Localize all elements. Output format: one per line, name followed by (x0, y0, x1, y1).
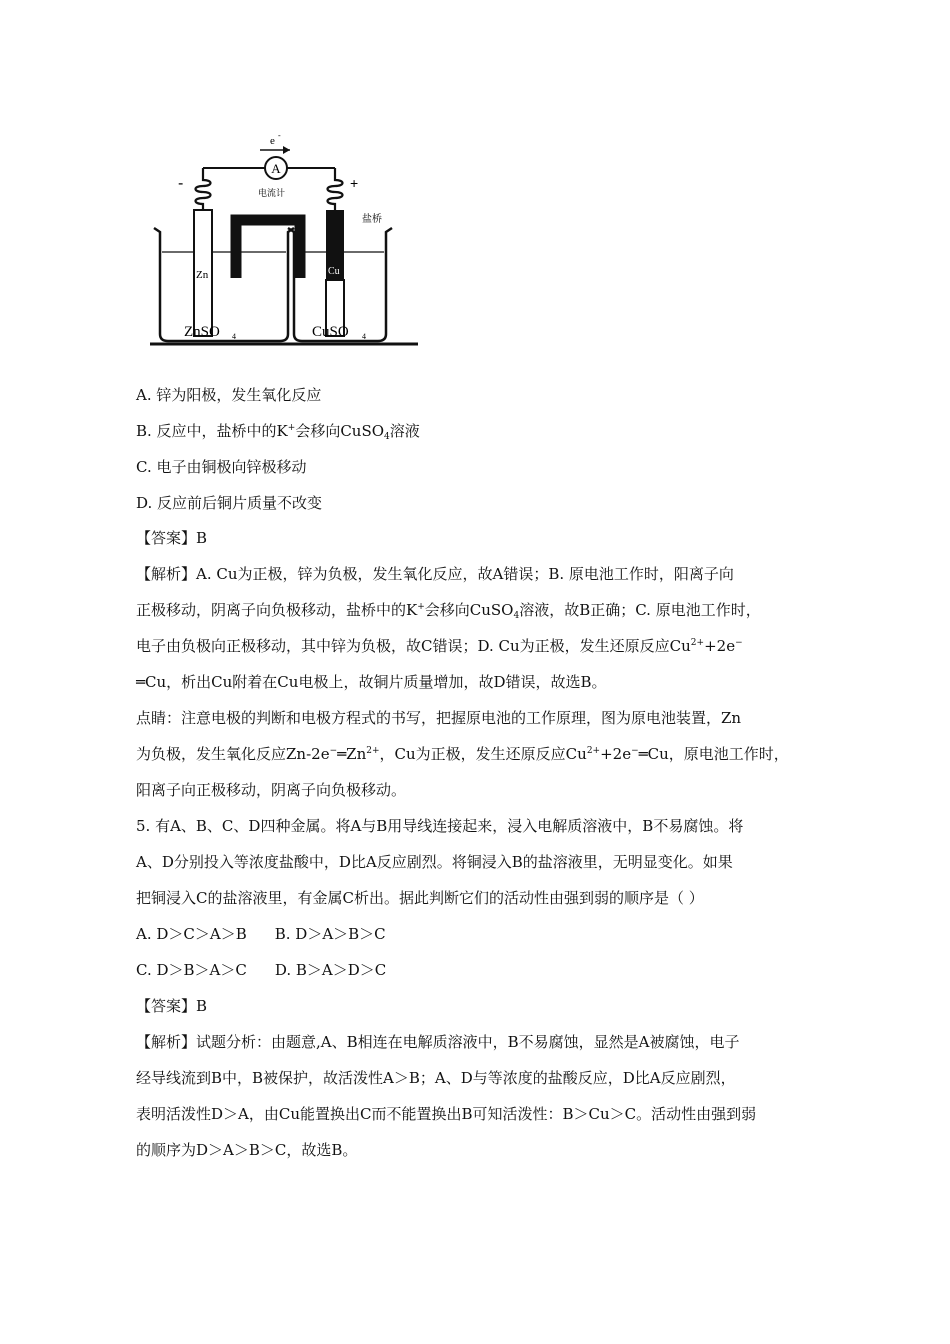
q5-analysis-line2: 经导线流到B中，B被保护，故活泼性A＞B；A、D与等浓度的盐酸反应，D比A反应剧烈， (136, 1069, 736, 1087)
q5-stem-line2: A、D分别投入等浓度盐酸中，D比A反应剧烈。将铜浸入B的盐溶液里，无明显变化。如果 (136, 853, 733, 871)
q4-analysis-line1: 【解析】A. Cu为正极，锌为负极，发生氧化反应，故A错误；B. 原电池工作时，阳离子向 (136, 565, 734, 583)
electron-label: e (270, 135, 275, 147)
ammeter-label: 电流计 (258, 189, 286, 199)
q5-analysis-line4: 的顺序为D＞A＞B＞C，故选B。 (136, 1141, 358, 1159)
q4-option-b-text3: 溶液 (389, 422, 420, 440)
q5-option-b: B. D＞A＞B＞C (274, 925, 386, 943)
minus-sign: - (178, 175, 184, 192)
q4-tip-l2-text5: ═Cu，原电池工作时， (638, 745, 789, 763)
q4-option-b (136, 421, 420, 441)
q5-option-d: D. B＞A＞D＞C (274, 961, 387, 979)
copper-label: Cu (328, 266, 340, 277)
ammeter-symbol: A (271, 161, 281, 176)
right-solution-label: CuSO (312, 324, 349, 340)
q4-tip-l2-sup3: 2+ (586, 746, 601, 756)
galvanic-cell-figure (148, 128, 418, 358)
q4-analysis-line3 (136, 636, 743, 656)
q4-analysis-l3-sup1: 2+ (690, 638, 705, 648)
q4-tip-l2-sup2: 2+ (366, 746, 380, 756)
q4-option-d: D. 反应前后铜片质量不改变 (136, 494, 323, 512)
q5-analysis-line3: 表明活泼性D＞A，由Cu能置换出C而不能置换出B可知活泼性：B＞Cu＞C。活动性由强到弱 (136, 1105, 757, 1123)
plus-sign: + (350, 175, 359, 191)
q4-analysis-l3-text2: +2e (704, 637, 736, 655)
q5-stem-line1: 5. 有A、B、C、D四种金属。将A与B用导线连接起来，浸入电解质溶液中，B不易腐蚀。将 (136, 817, 744, 835)
q4-analysis-line2 (136, 600, 761, 620)
q4-tip-l2-text3: ，Cu为正极，发生还原反应Cu (379, 745, 587, 763)
q5-option-a: A. D＞C＞A＞B (136, 925, 247, 943)
q4-tip-l2-text1: 为负极，发生氧化反应Zn-2e (136, 745, 330, 763)
q4-analysis-l3-sup2: − (735, 638, 743, 648)
q4-analysis-line4: ═Cu，析出Cu附着在Cu电极上，故铜片质量增加，故D错误，故选B。 (136, 673, 607, 691)
q4-option-c: C. 电子由铜极向锌极移动 (136, 458, 307, 476)
left-solution-sub: 4 (232, 332, 236, 341)
q4-tip-line3: 阳离子向正极移动，阴离子向负极移动。 (136, 781, 407, 799)
electron-arrowhead (283, 146, 290, 154)
q5-answer: 【答案】B (136, 997, 208, 1015)
q4-option-b-sup: + (287, 423, 296, 433)
q4-option-b-sub: 4 (384, 432, 390, 442)
q4-analysis-l3-text1: 电子由负极向正极移动，其中锌为负极，故C错误；D. Cu为正极，发生还原反应Cu (136, 637, 691, 655)
q4-option-b-text1: B. 反应中，盐桥中的K (136, 422, 288, 440)
q4-answer: 【答案】B (136, 529, 208, 547)
q4-analysis-l2-sup: + (417, 602, 425, 612)
q4-analysis-l2-text3: 溶液，故B正确；C. 原电池工作时， (519, 601, 761, 619)
q4-option-b-text2: 会移向CuSO (295, 422, 385, 440)
electron-sup: - (278, 131, 281, 140)
q4-tip-l2-text2: ═Zn (337, 745, 367, 763)
left-spring (196, 168, 211, 210)
left-beaker (154, 228, 294, 341)
salt-bridge-label: 盐桥 (362, 214, 382, 225)
q4-tip-line2 (136, 744, 789, 764)
q5-options-row1 (136, 924, 386, 944)
q5-options-row2 (136, 960, 386, 980)
q5-stem-line3: 把铜浸入C的盐溶液里，有金属C析出。据此判断它们的活动性由强到弱的顺序是（ ） (136, 889, 704, 907)
q4-tip-l2-text4: +2e (600, 745, 632, 763)
q4-analysis-l2-sub: 4 (513, 611, 520, 621)
q4-tip-l2-sup1: − (329, 746, 338, 756)
right-solution-sub: 4 (362, 332, 366, 341)
q5-analysis-line1: 【解析】试题分析：由题意,A、B相连在电解质溶液中，B不易腐蚀，显然是A被腐蚀，电子 (136, 1033, 740, 1051)
q4-option-a: A. 锌为阳极，发生氧化反应 (136, 386, 322, 404)
zinc-label: Zn (196, 269, 209, 281)
q4-tip-line1: 点睛：注意电极的判断和电极方程式的书写，把握原电池的工作原理，图为原电池装置，Zn (136, 709, 742, 727)
right-spring (328, 168, 343, 210)
q5-option-c: C. D＞B＞A＞C (136, 961, 247, 979)
q4-analysis-l2-text1: 正极移动，阴离子向负极移动，盐桥中的K (136, 601, 418, 619)
q4-analysis-l2-text2: 会移向CuSO (424, 601, 514, 619)
left-solution-label: ZnSO (184, 324, 220, 340)
q4-tip-l2-sup4: − (631, 746, 639, 756)
galvanic-cell-diagram (148, 128, 418, 358)
